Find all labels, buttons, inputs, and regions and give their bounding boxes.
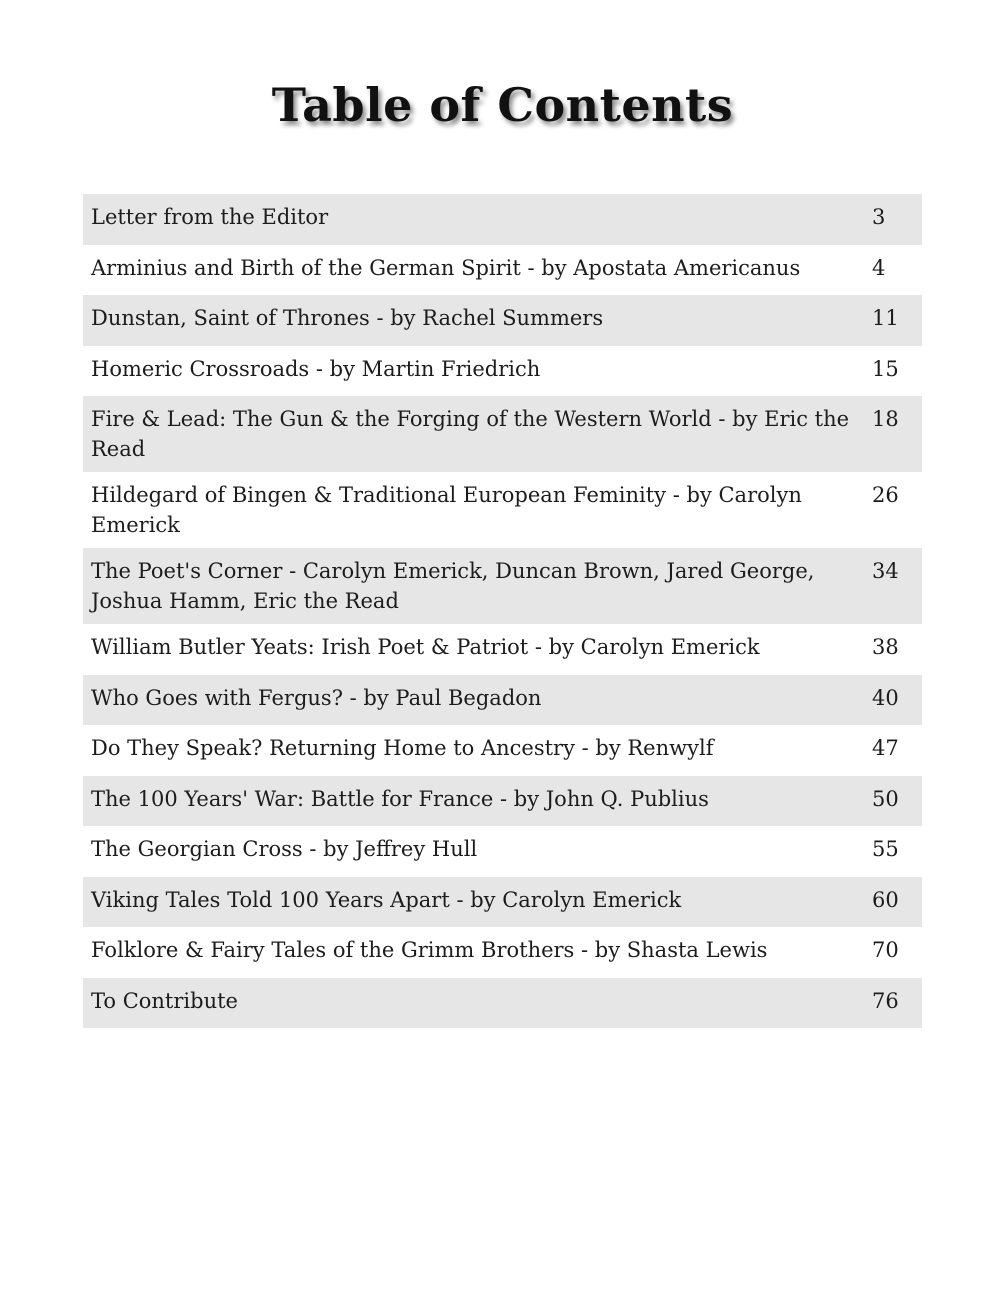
toc-entry[interactable]: [83, 927, 922, 978]
toc-entry[interactable]: [83, 776, 922, 827]
toc-entry-page: 47: [872, 736, 899, 760]
toc-entry-page: 38: [872, 635, 899, 659]
toc-entry-page: 18: [872, 407, 899, 431]
toc-entry[interactable]: [83, 725, 922, 776]
toc-entry[interactable]: [83, 877, 922, 928]
toc-entry[interactable]: [83, 194, 922, 245]
toc-entry[interactable]: [83, 548, 922, 624]
toc-entry[interactable]: [83, 472, 922, 548]
table-of-contents: [83, 194, 922, 1028]
toc-entry-title: Who Goes with Fergus? - by Paul Begadon: [91, 685, 542, 710]
toc-entry-title: Arminius and Birth of the German Spirit - by Apostata Americanus: [91, 255, 801, 280]
toc-entry-page: 11: [872, 306, 899, 330]
toc-entry[interactable]: [83, 245, 922, 296]
toc-entry-title: Fire & Lead: The Gun & the Forging of the Western World - by Eric the Read: [91, 407, 850, 461]
toc-entry-page: 50: [872, 786, 899, 811]
toc-entry[interactable]: [83, 295, 922, 346]
toc-entry-title: Hildegard of Bingen & Traditional European Feminity - by Carolyn Emerick: [91, 483, 802, 537]
toc-entry-page: 70: [872, 938, 899, 962]
toc-entry-title: Homeric Crossroads - by Martin Friedrich: [91, 356, 541, 381]
toc-entry-page: 55: [872, 837, 899, 861]
toc-entry-title: The 100 Years' War: Battle for France - by John Q. Publius: [91, 786, 709, 811]
toc-entry-page: 34: [872, 559, 899, 583]
toc-entry-page: 40: [872, 685, 899, 710]
toc-entry-title: Letter from the Editor: [91, 205, 329, 229]
toc-entry-title: Folklore & Fairy Tales of the Grimm Brothers - by Shasta Lewis: [91, 938, 768, 962]
toc-entry[interactable]: [83, 396, 922, 472]
toc-entry-page: 26: [872, 483, 899, 507]
toc-entry-title: The Georgian Cross - by Jeffrey Hull: [91, 837, 478, 861]
toc-entry-page: 4: [872, 255, 886, 280]
toc-entry[interactable]: [83, 978, 922, 1029]
toc-entry-page: 15: [872, 356, 899, 381]
toc-entry-page: 60: [872, 887, 899, 912]
toc-entry[interactable]: [83, 826, 922, 877]
toc-entry-title: William Butler Yeats: Irish Poet & Patriot - by Carolyn Emerick: [91, 635, 760, 659]
toc-entry-page: 3: [872, 205, 886, 229]
page-title: Table of Contents: [271, 78, 734, 132]
toc-entry-title: Dunstan, Saint of Thrones - by Rachel Summers: [91, 306, 604, 330]
toc-entry-page: 76: [872, 988, 899, 1013]
toc-entry[interactable]: [83, 624, 922, 675]
toc-entry-title: Do They Speak? Returning Home to Ancestry - by Renwylf: [91, 736, 714, 760]
toc-entry-title: Viking Tales Told 100 Years Apart - by Carolyn Emerick: [91, 887, 682, 912]
toc-entry[interactable]: [83, 675, 922, 726]
toc-entry-title: To Contribute: [91, 988, 238, 1013]
toc-entry-title: The Poet's Corner - Carolyn Emerick, Duncan Brown, Jared George, Joshua Hamm, Eric the Read: [91, 559, 815, 613]
toc-entry[interactable]: [83, 346, 922, 397]
